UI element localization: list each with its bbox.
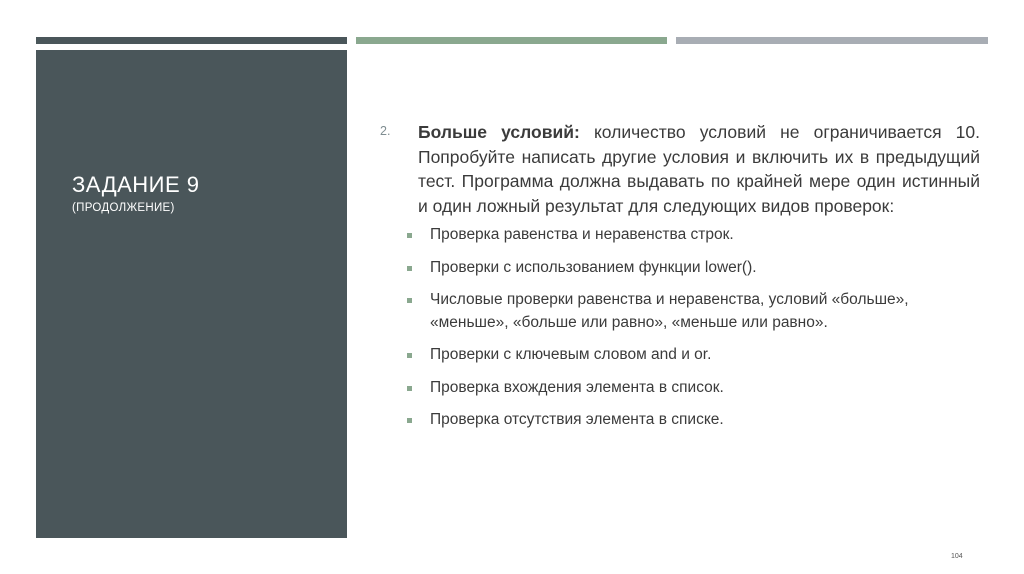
bullet-square-icon xyxy=(407,386,412,391)
bullet-item xyxy=(380,344,980,367)
bullet-text: Числовые проверки равенства и неравенства, условий «больше», «меньше», «больше или равно», «меньше или равно». xyxy=(430,291,909,331)
title-panel xyxy=(36,50,347,538)
bullet-text: Проверка отсутствия элемента в списке. xyxy=(430,411,724,428)
bullet-square-icon xyxy=(407,353,412,358)
bullet-square-icon xyxy=(407,233,412,238)
bullet-list xyxy=(380,224,980,432)
slide-subtitle: (ПРОДОЛЖЕНИЕ) xyxy=(72,202,175,214)
bullet-square-icon xyxy=(407,266,412,271)
item-lead: Больше условий: xyxy=(418,122,580,142)
bullet-text: Проверка равенства и неравенства строк. xyxy=(430,226,734,243)
top-bar-gray xyxy=(676,37,988,44)
bullet-item xyxy=(380,377,980,400)
slide-content xyxy=(380,120,980,442)
bullet-item xyxy=(380,409,980,432)
top-bar-green xyxy=(356,37,667,44)
bullet-text: Проверки с использованием функции lower(). xyxy=(430,258,757,276)
bullet-square-icon xyxy=(407,298,412,303)
bullet-square-icon xyxy=(407,418,412,423)
item-text xyxy=(418,120,980,218)
numbered-item xyxy=(380,120,980,218)
item-number: 2. xyxy=(380,124,391,138)
bullet-item xyxy=(380,289,980,334)
bullet-item xyxy=(380,224,980,247)
page-number: 104 xyxy=(951,553,963,560)
slide-title: ЗАДАНИЕ 9 xyxy=(72,172,200,197)
bullet-item xyxy=(380,257,980,280)
top-bar-dark xyxy=(36,37,347,44)
bullet-text: Проверки с ключевым словом and и or. xyxy=(430,346,712,363)
bullet-text: Проверка вхождения элемента в список. xyxy=(430,378,724,396)
item-body: количество условий не ограничивается 10. Попробуйте написать другие условия и включить их в предыдущий тест. Программа должна выдавать по крайней мере один истинный и один ложный результат для следующих видов проверок: xyxy=(418,122,980,216)
